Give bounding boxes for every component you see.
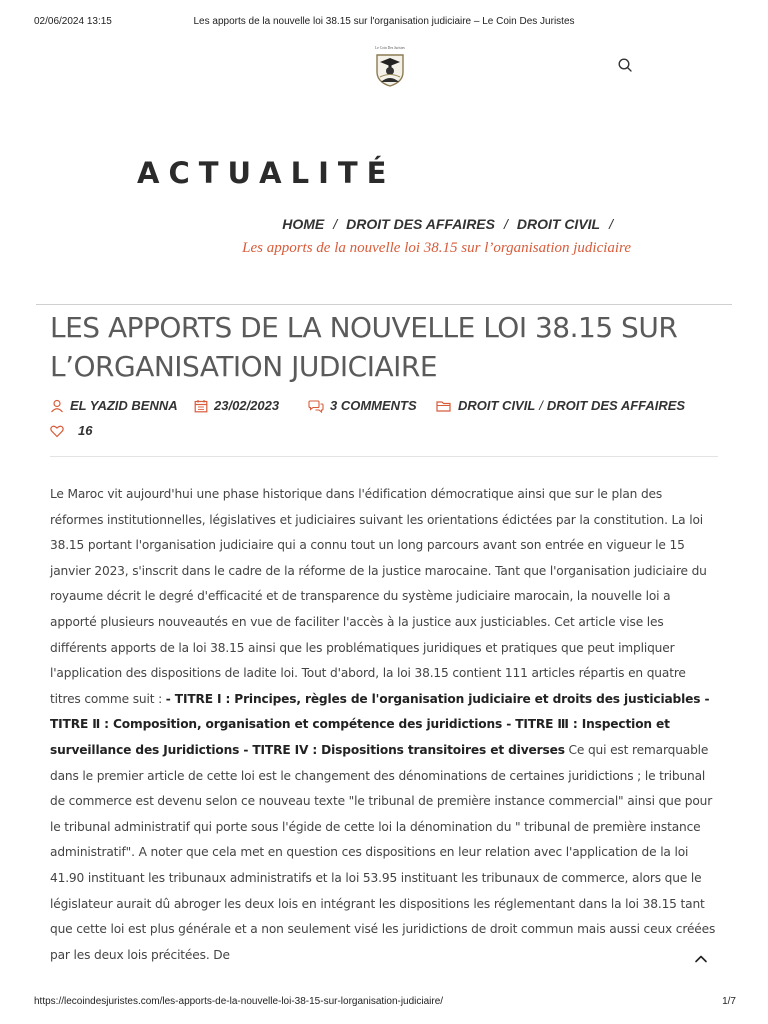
category-separator: / <box>539 398 543 413</box>
heart-icon <box>50 424 64 438</box>
chevron-up-icon <box>693 951 709 967</box>
breadcrumb-separator: / <box>333 216 338 232</box>
likes-meta[interactable] <box>50 423 92 438</box>
breadcrumb-current: Les apports de la nouvelle loi 38.15 sur l’organisation judiciaire <box>242 240 631 256</box>
logo-emblem-icon <box>370 44 410 88</box>
print-page-number: 1/7 <box>722 996 736 1007</box>
logo-text: Le Coin Des Juristes <box>375 46 405 50</box>
section-title: ACTUALITÉ <box>137 156 396 190</box>
header-divider <box>36 304 732 305</box>
comments-link[interactable]: 3 COMMENTS <box>330 398 417 413</box>
site-logo[interactable] <box>370 44 410 88</box>
author-meta <box>50 398 178 413</box>
categories-meta <box>436 398 685 413</box>
folder-icon <box>436 399 452 413</box>
breadcrumb-home-link[interactable]: HOME <box>282 216 325 232</box>
date-meta <box>194 398 279 413</box>
breadcrumb-separator: / <box>503 216 508 232</box>
breadcrumb-separator: / <box>609 216 613 232</box>
search-button[interactable] <box>617 57 633 73</box>
breadcrumb-droit-civil-link[interactable]: DROIT CIVIL <box>516 216 601 232</box>
article-body <box>50 482 718 968</box>
body-continuation: Ce qui est remarquable dans le premier article de cette loi est le changement des dénominations de certaines juridictions ; le tribunal de commerce est devenu selon ce nouveau texte "le tribunal de première instance commercial" ainsi que pour le tribunal administratif qui porte sous l'égide de cette loi la dénomination du " tribunal de première instance administratif". A noter que cela met en question ces dispositions en leur relation avec l'application de la loi 41.90 instituant les tribunaux administratifs et la loi 53.95 instituant les tribunaux de commerce, alors que le législateur aurait dû abroger les deux lois en intégrant les dispositions les réglementant dans la loi 38.15 tant que cette loi est plus générale et a non seulement visé les juridictions de droit commun mais aussi ceux créées par les deux lois précitées. De <box>50 742 716 962</box>
breadcrumb-droit-des-affaires-link[interactable]: DROIT DES AFFAIRES <box>346 216 495 232</box>
meta-divider <box>50 456 718 457</box>
print-header <box>0 16 768 30</box>
category-droit-des-affaires-link[interactable]: DROIT DES AFFAIRES <box>546 398 686 413</box>
breadcrumb <box>282 216 622 232</box>
comments-icon <box>308 399 324 413</box>
author-link[interactable]: EL YAZID BENNA <box>70 398 178 413</box>
user-icon <box>50 399 64 413</box>
scroll-to-top-button[interactable] <box>693 951 709 967</box>
article-title: LES APPORTS DE LA NOUVELLE LOI 38.15 SUR L’ORGANISATION JUDICIAIRE <box>50 311 678 383</box>
print-datetime: 02/06/2024 13:15 <box>34 16 112 27</box>
body-intro: Le Maroc vit aujourd'hui une phase historique dans l'édification démocratique ainsi que sur le plan des réformes institutionnelles, législatives et judiciaires suivant les orientations édictées par la constitution. La loi 38.15 portant l'organisation judiciaire qui a connu tout un long parcours avant son entrée en vigueur le 15 janvier 2023, s'inscrit dans le cadre de la réforme de la justice marocaine. Tant que l'organisation judiciaire du royaume décrit le degré d'efficacité et de transparence du système judiciaire marocain, la nouvelle loi a apporté plusieurs nouveautés en vue de faciliter l'accès à la justice aux justiciables. Cet article vise les différents apports de la loi 38.15 ainsi que les problématiques juridiques et pratiques que peut impliquer l'application des dispositions de ladite loi. Tout d'abord, la loi 38.15 contient 111 articles répartis en quatre titres comme suit : <box>50 487 707 706</box>
calendar-icon <box>194 399 208 413</box>
date-link[interactable]: 23/02/2023 <box>214 398 280 413</box>
body-titles: - TITRE Ⅰ : Principes, règles de l'organisation judiciaire et droits des justiciables - TITRE Ⅱ : Composition, organisation et compétence des juridictions - TITRE Ⅲ : Inspection et surveillance des Juridictions - TITRE IV : Dispositions transitoires et diverses <box>50 691 710 757</box>
print-footer <box>0 996 768 1010</box>
search-icon <box>617 57 633 73</box>
print-doc-title: Les apports de la nouvelle loi 38.15 sur l'organisation judiciaire – Le Coin Des Juristes <box>193 16 575 27</box>
comments-meta <box>308 398 417 413</box>
print-url: https://lecoindesjuristes.com/les-apports-de-la-nouvelle-loi-38-15-sur-lorganisation-judiciaire/ <box>34 996 444 1007</box>
likes-count: 16 <box>78 423 93 438</box>
category-droit-civil-link[interactable]: DROIT CIVIL <box>458 398 536 413</box>
